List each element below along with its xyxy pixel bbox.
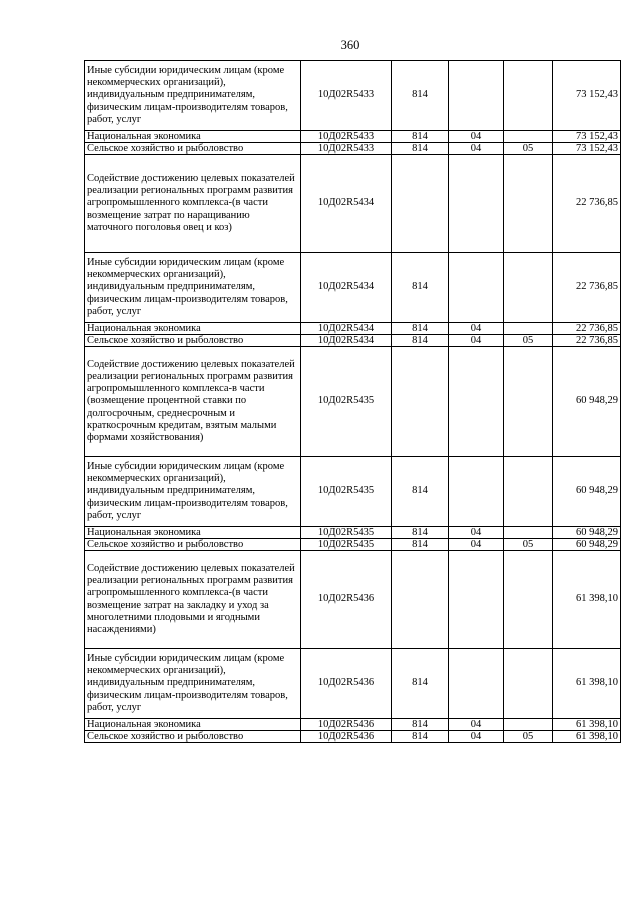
cell-subsection — [504, 347, 553, 457]
cell-subsection: 05 — [504, 731, 553, 743]
cell-section — [449, 551, 504, 649]
cell-expense-type: 814 — [392, 131, 449, 143]
cell-target-article: 10Д02R5435 — [301, 457, 392, 527]
cell-subsection — [504, 649, 553, 719]
cell-expense-type: 814 — [392, 539, 449, 551]
cell-name: Содействие достижению целевых показателей реализации региональных программ развития агропромышленного комплекса-(в части возмещение затрат по наращиванию маточного поголовья овец и коз) — [85, 155, 301, 253]
cell-section: 04 — [449, 719, 504, 731]
budget-table-body — [85, 61, 621, 743]
table-row — [85, 539, 621, 551]
cell-subsection — [504, 61, 553, 131]
cell-amount: 61 398,10 — [553, 731, 621, 743]
cell-amount: 60 948,29 — [553, 527, 621, 539]
cell-name: Содействие достижению целевых показателей реализации региональных программ развития агропромышленного комплекса-в части (возмещение процентной ставки по долгосрочным, среднесрочным и краткосрочным кредитам, взятым малыми формами хозяйствования) — [85, 347, 301, 457]
cell-subsection — [504, 551, 553, 649]
page-number: 360 — [340, 38, 360, 52]
cell-subsection: 05 — [504, 335, 553, 347]
cell-target-article: 10Д02R5436 — [301, 731, 392, 743]
cell-amount: 73 152,43 — [553, 61, 621, 131]
cell-expense-type: 814 — [392, 649, 449, 719]
cell-section: 04 — [449, 131, 504, 143]
cell-amount: 22 736,85 — [553, 335, 621, 347]
cell-name: Иные субсидии юридическим лицам (кроме некоммерческих организаций), индивидуальным предпринимателям, физическим лицам-производителям товаров, работ, услуг — [85, 253, 301, 323]
cell-target-article: 10Д02R5436 — [301, 649, 392, 719]
cell-expense-type — [392, 347, 449, 457]
cell-name: Национальная экономика — [85, 719, 301, 731]
cell-name: Иные субсидии юридическим лицам (кроме некоммерческих организаций), индивидуальным предпринимателям, физическим лицам-производителям товаров, работ, услуг — [85, 61, 301, 131]
cell-expense-type: 814 — [392, 335, 449, 347]
cell-subsection — [504, 719, 553, 731]
cell-target-article: 10Д02R5436 — [301, 551, 392, 649]
cell-expense-type: 814 — [392, 323, 449, 335]
cell-target-article: 10Д02R5434 — [301, 155, 392, 253]
table-row — [85, 551, 621, 649]
cell-name: Национальная экономика — [85, 527, 301, 539]
cell-section: 04 — [449, 539, 504, 551]
cell-name: Национальная экономика — [85, 323, 301, 335]
cell-target-article: 10Д02R5435 — [301, 347, 392, 457]
table-row — [85, 347, 621, 457]
cell-amount: 61 398,10 — [553, 719, 621, 731]
cell-subsection — [504, 155, 553, 253]
cell-amount: 60 948,29 — [553, 457, 621, 527]
cell-name: Содействие достижению целевых показателей реализации региональных программ развития агропромышленного комплекса-(в части возмещение затрат на закладку и уход за многолетними плодовыми и ягодными насаждениями) — [85, 551, 301, 649]
cell-target-article: 10Д02R5435 — [301, 527, 392, 539]
cell-section: 04 — [449, 527, 504, 539]
cell-section — [449, 253, 504, 323]
cell-subsection — [504, 131, 553, 143]
table-row — [85, 131, 621, 143]
cell-target-article: 10Д02R5434 — [301, 323, 392, 335]
cell-target-article: 10Д02R5433 — [301, 61, 392, 131]
cell-expense-type — [392, 551, 449, 649]
table-row — [85, 335, 621, 347]
cell-amount: 73 152,43 — [553, 131, 621, 143]
cell-section — [449, 155, 504, 253]
cell-target-article: 10Д02R5436 — [301, 719, 392, 731]
cell-section: 04 — [449, 323, 504, 335]
table-row — [85, 527, 621, 539]
cell-amount: 22 736,85 — [553, 155, 621, 253]
cell-name: Сельское хозяйство и рыболовство — [85, 731, 301, 743]
table-row — [85, 649, 621, 719]
cell-amount: 22 736,85 — [553, 323, 621, 335]
cell-target-article: 10Д02R5433 — [301, 131, 392, 143]
table-row — [85, 457, 621, 527]
cell-name: Сельское хозяйство и рыболовство — [85, 335, 301, 347]
cell-name: Сельское хозяйство и рыболовство — [85, 539, 301, 551]
cell-section: 04 — [449, 143, 504, 155]
table-row — [85, 323, 621, 335]
cell-name: Иные субсидии юридическим лицам (кроме некоммерческих организаций), индивидуальным предпринимателям, физическим лицам-производителям товаров, работ, услуг — [85, 649, 301, 719]
cell-amount: 61 398,10 — [553, 649, 621, 719]
cell-subsection — [504, 457, 553, 527]
cell-section — [449, 61, 504, 131]
cell-subsection — [504, 323, 553, 335]
table-row — [85, 143, 621, 155]
cell-amount: 61 398,10 — [553, 551, 621, 649]
cell-subsection: 05 — [504, 539, 553, 551]
cell-section: 04 — [449, 731, 504, 743]
cell-target-article: 10Д02R5435 — [301, 539, 392, 551]
cell-amount: 60 948,29 — [553, 347, 621, 457]
table-row — [85, 731, 621, 743]
cell-expense-type: 814 — [392, 253, 449, 323]
cell-section: 04 — [449, 335, 504, 347]
cell-subsection: 05 — [504, 143, 553, 155]
table-row — [85, 719, 621, 731]
cell-expense-type: 814 — [392, 527, 449, 539]
cell-subsection — [504, 527, 553, 539]
table-row — [85, 155, 621, 253]
cell-subsection — [504, 253, 553, 323]
cell-target-article: 10Д02R5434 — [301, 335, 392, 347]
cell-amount: 73 152,43 — [553, 143, 621, 155]
cell-expense-type: 814 — [392, 143, 449, 155]
cell-expense-type: 814 — [392, 61, 449, 131]
budget-table — [84, 60, 621, 743]
cell-section — [449, 649, 504, 719]
cell-amount: 60 948,29 — [553, 539, 621, 551]
cell-expense-type: 814 — [392, 731, 449, 743]
cell-name: Сельское хозяйство и рыболовство — [85, 143, 301, 155]
cell-section — [449, 347, 504, 457]
cell-amount: 22 736,85 — [553, 253, 621, 323]
cell-section — [449, 457, 504, 527]
table-row — [85, 253, 621, 323]
cell-name: Национальная экономика — [85, 131, 301, 143]
table-row — [85, 61, 621, 131]
cell-expense-type — [392, 155, 449, 253]
cell-name: Иные субсидии юридическим лицам (кроме некоммерческих организаций), индивидуальным предпринимателям, физическим лицам-производителям товаров, работ, услуг — [85, 457, 301, 527]
cell-target-article: 10Д02R5434 — [301, 253, 392, 323]
cell-expense-type: 814 — [392, 719, 449, 731]
cell-target-article: 10Д02R5433 — [301, 143, 392, 155]
cell-expense-type: 814 — [392, 457, 449, 527]
